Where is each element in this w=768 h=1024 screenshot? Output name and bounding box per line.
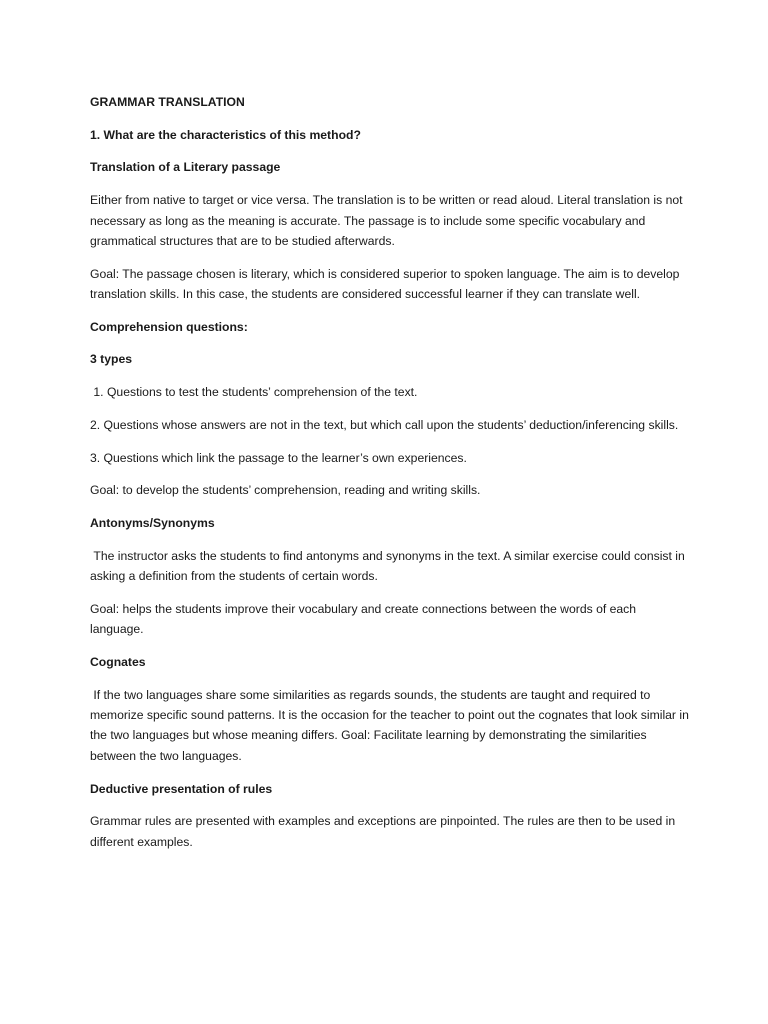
document-content [90, 92, 693, 864]
comprehension-goal: Goal: to develop the students’ comprehension, reading and writing skills. [90, 483, 481, 498]
translation-goal: Goal: The passage chosen is literary, which is considered superior to spoken language. The aim is to develop translation skills. In this case, the students are considered successful learner if they can translate well. [90, 266, 680, 302]
translation-heading: Translation of a Literary passage [90, 160, 281, 175]
deductive-heading: Deductive presentation of rules [90, 781, 273, 796]
deductive-body: Grammar rules are presented with examples and exceptions are pinpointed. The rules are then to be used in different examples. [90, 814, 676, 849]
antonyms-goal: Goal: helps the students improve their vocabulary and create connections between the words of each language. [90, 601, 637, 637]
comprehension-item-3: 3. Questions which link the passage to the learner’s own experiences. [90, 450, 467, 465]
comprehension-heading: Comprehension questions: [90, 319, 248, 334]
comprehension-item-2: 2. Questions whose answers are not in the text, but which call upon the students’ deduction/inferencing skills. [90, 417, 679, 432]
antonyms-heading: Antonyms/Synonyms [90, 515, 215, 530]
comprehension-types: 3 types [90, 352, 133, 367]
comprehension-item-1: 1. Questions to test the students’ comprehension of the text. [90, 385, 418, 400]
cognates-heading: Cognates [90, 654, 146, 669]
document-title: GRAMMAR TRANSLATION [90, 95, 245, 109]
cognates-body: If the two languages share some similarities as regards sounds, the students are taught and required to memorize specific sound patterns. It is the occasion for the teacher to point out the cognates that look similar in the two languages but whose meaning differs. Goal: Facilitate learning by demonstrating the similarities between the two languages. [90, 687, 693, 763]
translation-body: Either from native to target or vice versa. The translation is to be written or read aloud. Literal translation is not necessary as long as the meaning is accurate. The passage is to include some specific vocabulary and grammatical structures that are to be studied afterwards. [90, 193, 683, 248]
question-heading: 1. What are the characteristics of this method? [90, 127, 361, 142]
antonyms-body: The instructor asks the students to find antonyms and synonyms in the text. A similar exercise could consist in asking a definition from the students of certain words. [90, 548, 689, 584]
